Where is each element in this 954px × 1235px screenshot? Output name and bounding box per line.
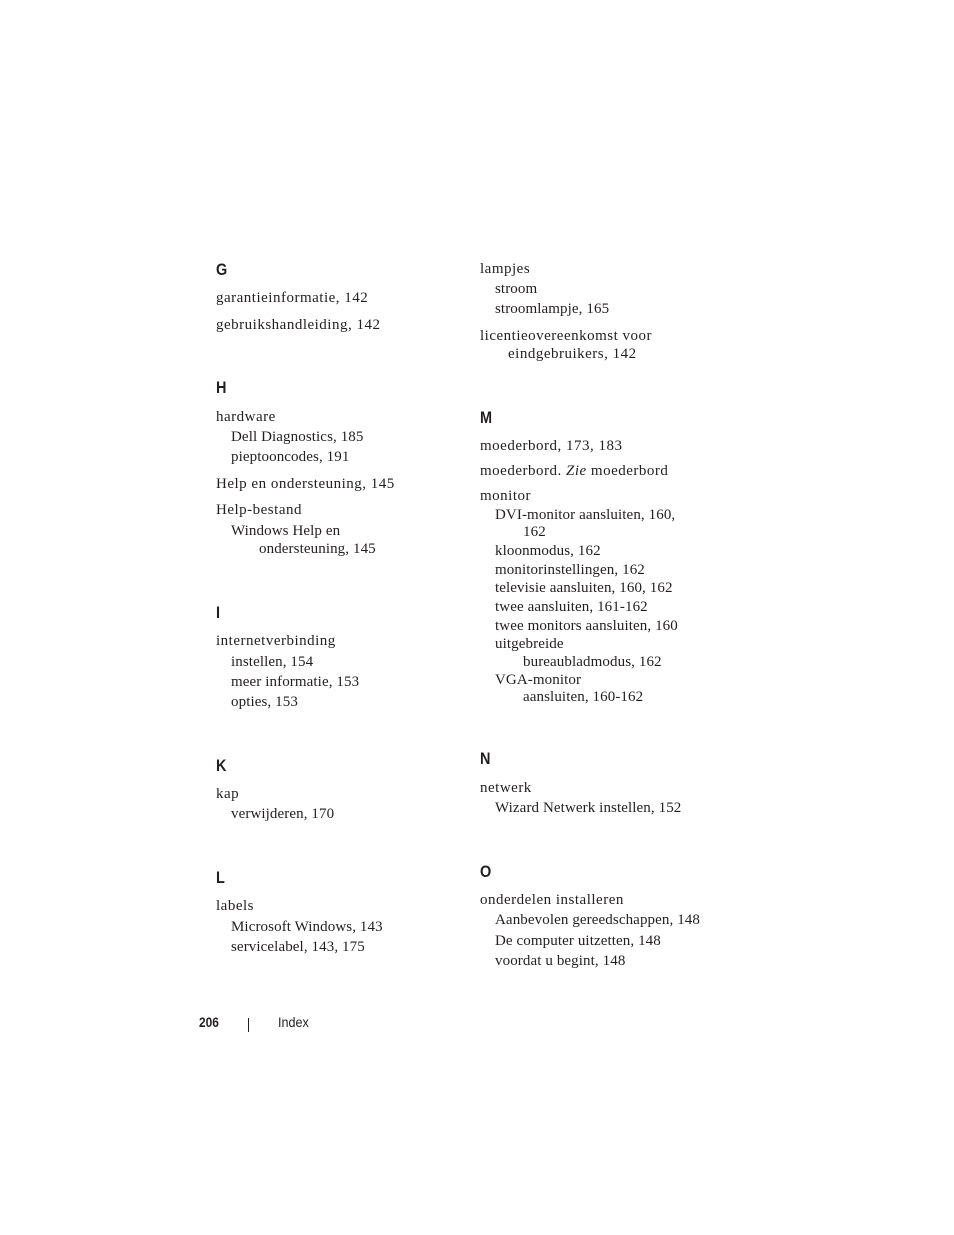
section-letter-h: H — [216, 378, 227, 397]
index-entry: netwerk — [480, 780, 532, 796]
index-entry-cross-reference: moederbord. Zie moederbord — [480, 463, 669, 479]
index-subentry: servicelabel, 143, 175 — [231, 939, 365, 955]
index-entry: labels — [216, 898, 254, 914]
section-letter-m: M — [480, 408, 493, 427]
page-number: 206 — [199, 1014, 219, 1030]
index-subentry: stroomlampje, 165 — [495, 301, 610, 317]
index-subentry: instellen, 154 — [231, 654, 314, 670]
index-entry: lampjes — [480, 261, 531, 277]
index-subentry: Microsoft Windows, 143 — [231, 919, 383, 935]
index-subentry: meer informatie, 153 — [231, 674, 360, 690]
index-subentry-continuation: 162 — [523, 524, 546, 540]
index-subentry-continuation: aansluiten, 160-162 — [523, 689, 644, 705]
index-entry: licentieovereenkomst voor — [480, 328, 653, 344]
index-subentry-continuation: ondersteuning, 145 — [259, 541, 376, 557]
index-subentry: opties, 153 — [231, 694, 298, 710]
index-subentry-continuation: bureaubladmodus, 162 — [523, 654, 662, 670]
see-reference: Zie — [565, 463, 587, 479]
page-footer — [0, 1014, 954, 1034]
index-subentry: voordat u begint, 148 — [495, 953, 626, 969]
index-subentry: VGA-monitor — [495, 672, 582, 688]
index-entry: internetverbinding — [216, 633, 336, 649]
index-subentry: twee aansluiten, 161-162 — [495, 599, 648, 615]
index-subentry: Wizard Netwerk instellen, 152 — [495, 800, 682, 816]
index-entry: monitor — [480, 488, 531, 504]
index-subentry: verwijderen, 170 — [231, 806, 335, 822]
section-letter-i: I — [216, 603, 221, 622]
index-entry: Help en ondersteuning, 145 — [216, 476, 395, 492]
index-subentry: televisie aansluiten, 160, 162 — [495, 580, 673, 596]
index-subentry: Aanbevolen gereedschappen, 148 — [495, 912, 701, 928]
index-entry: hardware — [216, 409, 276, 425]
section-letter-n: N — [480, 749, 491, 768]
index-entry-continuation: eindgebruikers, 142 — [508, 346, 637, 362]
index-subentry: Windows Help en — [231, 523, 341, 539]
index-subentry: uitgebreide — [495, 636, 564, 652]
section-letter-k: K — [216, 756, 227, 775]
section-letter-o: O — [480, 862, 492, 881]
index-subentry: Dell Diagnostics, 185 — [231, 429, 364, 445]
footer-section-title: Index — [278, 1014, 309, 1030]
index-subentry: twee monitors aansluiten, 160 — [495, 618, 678, 634]
index-subentry: stroom — [495, 281, 538, 297]
index-entry: garantieinformatie, 142 — [216, 290, 369, 306]
index-entry: Help-bestand — [216, 502, 302, 518]
index-entry: kap — [216, 786, 240, 802]
index-entry: moederbord, 173, 183 — [480, 438, 623, 454]
index-subentry: monitorinstellingen, 162 — [495, 562, 645, 578]
index-subentry: DVI-monitor aansluiten, 160, — [495, 507, 676, 523]
section-letter-l: L — [216, 868, 225, 887]
index-entry: gebruikshandleiding, 142 — [216, 317, 381, 333]
index-subentry: kloonmodus, 162 — [495, 543, 601, 559]
footer-divider — [248, 1018, 249, 1032]
index-entry: onderdelen installeren — [480, 892, 624, 908]
index-subentry: pieptooncodes, 191 — [231, 449, 350, 465]
index-subentry: De computer uitzetten, 148 — [495, 933, 661, 949]
section-letter-g: G — [216, 260, 228, 279]
